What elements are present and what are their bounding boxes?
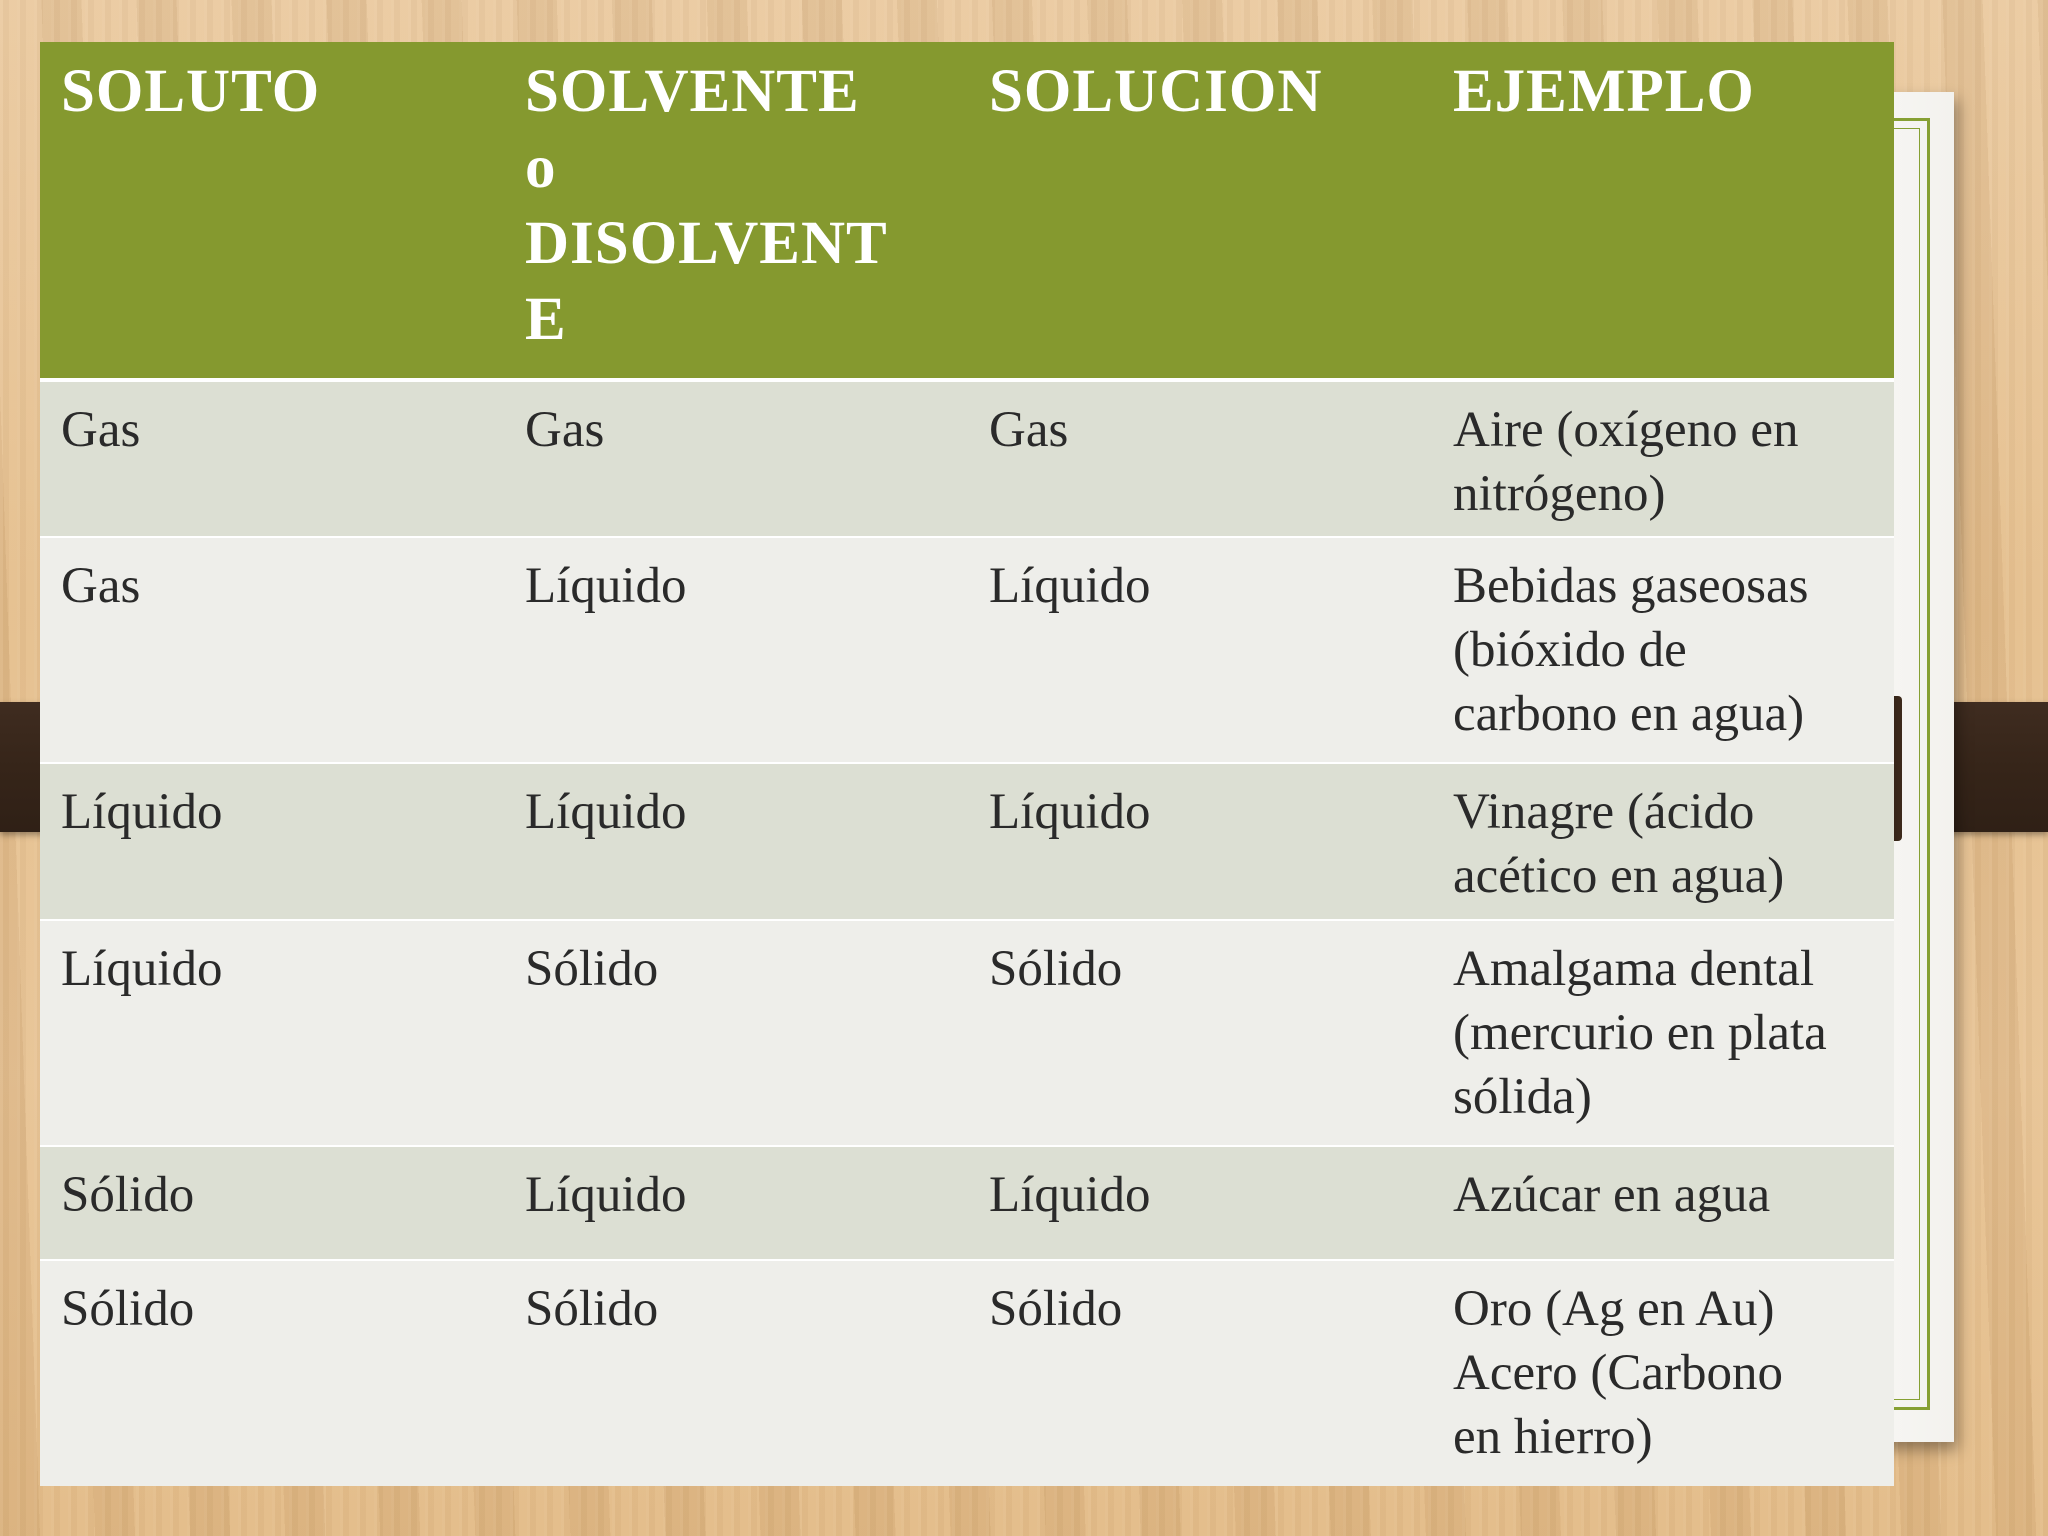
ejemplo-line: (bióxido de [1453, 622, 1687, 678]
ejemplo-line: nitrógeno) [1453, 466, 1666, 522]
ejemplo-line: sólida) [1453, 1069, 1592, 1125]
ejemplo-line: Oro (Ag en Au) [1453, 1281, 1775, 1337]
cell-solucion: Gas [968, 380, 1432, 537]
ejemplo-line: Bebidas gaseosas [1453, 558, 1809, 614]
cell-soluto: Líquido [40, 920, 504, 1146]
header-solvente-line: DISOLVENT [525, 210, 888, 277]
cell-ejemplo [1432, 920, 1894, 1146]
table-header [40, 42, 1894, 380]
cell-soluto: Sólido [40, 1260, 504, 1486]
header-solvente [504, 42, 968, 380]
header-soluto: SOLUTO [40, 42, 504, 380]
cell-solvente: Líquido [504, 537, 968, 763]
ejemplo-line: Azúcar en agua [1453, 1167, 1771, 1223]
cell-ejemplo [1432, 380, 1894, 537]
cell-solucion: Sólido [968, 920, 1432, 1146]
table-row [40, 1146, 1894, 1260]
ejemplo-line: (mercurio en plata [1453, 1005, 1827, 1061]
cell-solucion: Sólido [968, 1260, 1432, 1486]
ejemplo-line: carbono en agua) [1453, 686, 1805, 742]
ejemplo-line: Aire (oxígeno en [1453, 402, 1799, 458]
cell-solvente: Gas [504, 380, 968, 537]
header-solvente-line: o [525, 134, 557, 201]
table-row [40, 1260, 1894, 1486]
cell-ejemplo [1432, 1146, 1894, 1260]
header-solvente-line: E [525, 286, 567, 353]
cell-soluto: Sólido [40, 1146, 504, 1260]
cell-ejemplo [1432, 1260, 1894, 1486]
cell-solvente: Líquido [504, 1146, 968, 1260]
table-body [40, 380, 1894, 1486]
header-solucion: SOLUCION [968, 42, 1432, 380]
cell-ejemplo [1432, 763, 1894, 920]
cell-solvente: Sólido [504, 1260, 968, 1486]
cell-soluto: Gas [40, 537, 504, 763]
table-row [40, 537, 1894, 763]
cell-solucion: Líquido [968, 537, 1432, 763]
ejemplo-line: Vinagre (ácido [1453, 784, 1755, 840]
table-row [40, 380, 1894, 537]
cell-ejemplo [1432, 537, 1894, 763]
table-row [40, 763, 1894, 920]
cell-soluto: Líquido [40, 763, 504, 920]
header-solvente-line: SOLVENTE [525, 58, 860, 125]
cell-solucion: Líquido [968, 763, 1432, 920]
cell-solucion: Líquido [968, 1146, 1432, 1260]
cell-soluto: Gas [40, 380, 504, 537]
solutions-table [40, 42, 1894, 1486]
ejemplo-line: Amalgama dental [1453, 941, 1815, 997]
ejemplo-line: acético en agua) [1453, 848, 1785, 904]
cell-solvente: Sólido [504, 920, 968, 1146]
ejemplo-line: en hierro) [1453, 1409, 1653, 1465]
header-row [40, 42, 1894, 380]
ejemplo-line: Acero (Carbono [1453, 1345, 1783, 1401]
header-ejemplo: EJEMPLO [1432, 42, 1894, 380]
table-row [40, 920, 1894, 1146]
cell-solvente: Líquido [504, 763, 968, 920]
